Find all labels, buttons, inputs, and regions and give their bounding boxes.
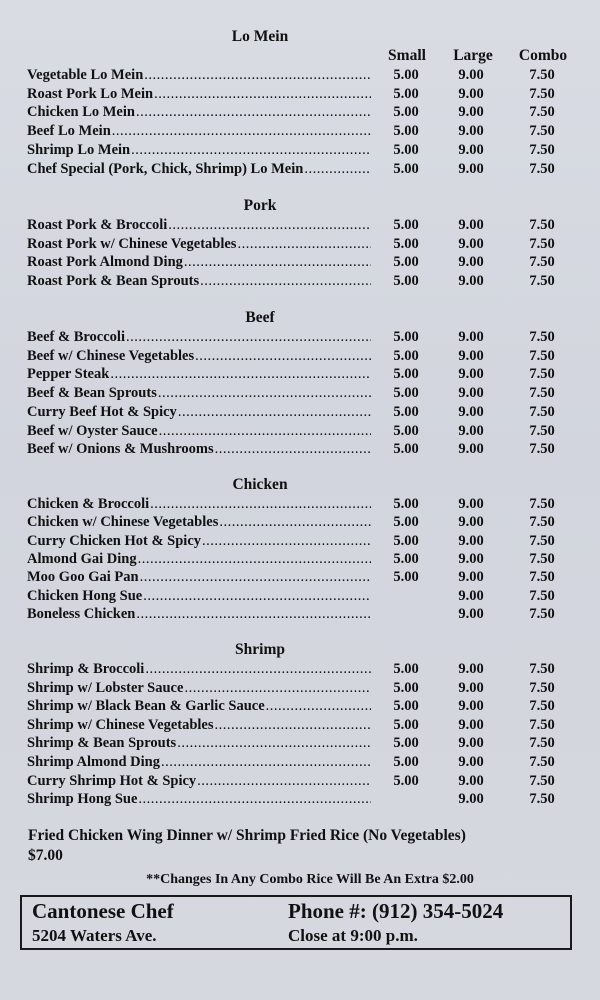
price-combo: 7.50: [529, 550, 555, 567]
price-large: 9.00: [458, 514, 484, 531]
price-combo: 7.50: [529, 235, 555, 252]
price-small: 5.00: [393, 422, 419, 439]
price-large: 9.00: [458, 569, 484, 586]
section-title: Shrimp: [235, 641, 285, 658]
menu-item-row: [0, 422, 600, 440]
menu-item-row: [0, 365, 600, 383]
menu-item-row: [0, 141, 600, 159]
menu-item-row: [0, 753, 600, 771]
menu-item-name: Beef Lo Mein .....: [27, 122, 371, 140]
price-combo: 7.50: [529, 217, 555, 233]
menu-item-name: Boneless Chicken .....: [27, 605, 371, 623]
price-small: 5.00: [393, 441, 419, 458]
special-dinner-description: Fried Chicken Wing Dinner w/ Shrimp Fried Rice (No Vegetables): [28, 827, 466, 844]
price-combo: 7.50: [529, 104, 555, 121]
price-large: 9.00: [458, 123, 484, 140]
menu-item-name: Shrimp & Broccoli .....: [27, 660, 371, 678]
menu-item-name: Almond Gai Ding .....: [27, 550, 371, 568]
menu-item-row: [0, 495, 600, 513]
price-small: 5.00: [393, 403, 419, 420]
special-dinner-price: $7.00: [28, 847, 63, 864]
price-combo: 7.50: [529, 403, 555, 420]
menu-item-name: Beef w/ Onions & Mushrooms .....: [27, 440, 371, 458]
price-combo: 7.50: [529, 735, 555, 752]
price-large: 9.00: [458, 366, 484, 383]
price-combo: 7.50: [529, 514, 555, 531]
price-combo: 7.50: [529, 661, 555, 677]
price-large: 9.00: [458, 217, 484, 233]
menu-item-name: Vegetable Lo Mein .....: [27, 66, 371, 84]
price-small: 5.00: [393, 217, 419, 233]
menu-item-name: Shrimp w/ Lobster Sauce .....: [27, 679, 371, 697]
price-large: 9.00: [458, 85, 484, 102]
price-combo: 7.50: [529, 347, 555, 364]
menu-item-row: [0, 347, 600, 365]
menu-item-row: [0, 235, 600, 253]
price-small: 5.00: [393, 496, 419, 512]
column-header-small: Small: [388, 47, 426, 64]
price-small: 5.00: [393, 366, 419, 383]
price-small: 5.00: [393, 160, 419, 177]
menu-item-row: [0, 734, 600, 752]
price-large: 9.00: [458, 754, 484, 770]
menu-item-row: [0, 716, 600, 734]
menu-item-row: [0, 122, 600, 140]
menu-item-row: [0, 216, 600, 234]
price-small: 5.00: [393, 569, 419, 586]
menu-item-row: [0, 103, 600, 121]
price-small: 5.00: [393, 698, 419, 715]
price-combo: 7.50: [529, 141, 555, 158]
price-large: 9.00: [458, 235, 484, 252]
menu-item-name: Beef & Bean Sprouts .....: [27, 384, 371, 402]
price-large: 9.00: [458, 422, 484, 439]
price-large: 9.00: [458, 587, 484, 604]
price-combo: 7.50: [529, 791, 555, 808]
menu-item-row: [0, 85, 600, 103]
menu-item-row: [0, 440, 600, 458]
price-small: 5.00: [393, 347, 419, 364]
menu-item-name: Shrimp Almond Ding .....: [27, 753, 371, 771]
price-small: 5.00: [393, 67, 419, 83]
price-large: 9.00: [458, 550, 484, 567]
section-title: Chicken: [232, 476, 288, 493]
menu-item-name: Roast Pork Almond Ding .....: [27, 253, 371, 271]
price-large: 9.00: [458, 698, 484, 715]
restaurant-info-box: [20, 895, 572, 950]
menu-item-row: [0, 772, 600, 790]
price-combo: 7.50: [529, 698, 555, 715]
price-combo: 7.50: [529, 532, 555, 549]
section-title: Lo Mein: [231, 28, 289, 45]
menu-item-row: [0, 660, 600, 678]
menu-item-name: Chicken Hong Sue .....: [27, 587, 371, 605]
price-small: 5.00: [393, 273, 419, 290]
price-small: 5.00: [393, 735, 419, 752]
price-combo: 7.50: [529, 67, 555, 83]
price-combo: 7.50: [529, 679, 555, 696]
price-large: 9.00: [458, 273, 484, 290]
menu-item-name: Roast Pork & Bean Sprouts .....: [27, 272, 371, 290]
menu-item-name: Chicken Lo Mein .....: [27, 103, 371, 121]
menu-item-row: [0, 679, 600, 697]
price-large: 9.00: [458, 403, 484, 420]
price-combo: 7.50: [529, 366, 555, 383]
price-large: 9.00: [458, 141, 484, 158]
menu-item-name: Curry Chicken Hot & Spicy .....: [27, 532, 371, 550]
price-combo: 7.50: [529, 385, 555, 402]
menu-item-name: Roast Pork Lo Mein .....: [27, 85, 371, 103]
menu-item-row: [0, 253, 600, 271]
menu-item-name: Chef Special (Pork, Chick, Shrimp) Lo Mein .....: [27, 160, 371, 178]
price-combo: 7.50: [529, 754, 555, 770]
menu-item-name: Shrimp & Bean Sprouts .....: [27, 734, 371, 752]
menu-item-name: Moo Goo Gai Pan .....: [27, 568, 371, 586]
price-small: 5.00: [393, 754, 419, 770]
price-large: 9.00: [458, 496, 484, 512]
price-small: 5.00: [393, 550, 419, 567]
price-combo: 7.50: [529, 605, 555, 622]
price-combo: 7.50: [529, 123, 555, 140]
price-combo: 7.50: [529, 329, 555, 345]
price-large: 9.00: [458, 679, 484, 696]
column-header-large: Large: [453, 47, 493, 64]
price-small: 5.00: [393, 716, 419, 733]
price-small: 5.00: [393, 661, 419, 677]
price-small: 5.00: [393, 385, 419, 402]
price-combo: 7.50: [529, 496, 555, 512]
price-small: 5.00: [393, 254, 419, 271]
column-header-combo: Combo: [518, 47, 568, 64]
price-combo: 7.50: [529, 772, 555, 789]
price-large: 9.00: [458, 385, 484, 402]
menu-item-row: [0, 605, 600, 623]
section-title: Pork: [243, 197, 277, 214]
menu-item-name: Shrimp Lo Mein .....: [27, 141, 371, 159]
menu-item-row: [0, 550, 600, 568]
menu-item-name: Curry Beef Hot & Spicy .....: [27, 403, 371, 421]
restaurant-name: Cantonese Chef: [32, 899, 174, 923]
price-small: 5.00: [393, 772, 419, 789]
menu-item-row: [0, 328, 600, 346]
price-combo: 7.50: [529, 441, 555, 458]
menu-item-row: [0, 568, 600, 586]
price-small: 5.00: [393, 679, 419, 696]
price-large: 9.00: [458, 329, 484, 345]
price-combo: 7.50: [529, 160, 555, 177]
price-large: 9.00: [458, 735, 484, 752]
menu-item-name: Roast Pork & Broccoli .....: [27, 216, 371, 234]
price-large: 9.00: [458, 532, 484, 549]
price-large: 9.00: [458, 716, 484, 733]
menu-item-row: [0, 160, 600, 178]
price-combo: 7.50: [529, 716, 555, 733]
price-large: 9.00: [458, 67, 484, 83]
menu-item-row: [0, 532, 600, 550]
special-dinner: [28, 826, 568, 866]
price-combo: 7.50: [529, 85, 555, 102]
price-large: 9.00: [458, 104, 484, 121]
menu-item-name: Shrimp Hong Sue .....: [27, 790, 371, 808]
price-small: 5.00: [393, 329, 419, 345]
menu-item-name: Roast Pork w/ Chinese Vegetables .....: [27, 235, 371, 253]
section-title: Beef: [245, 309, 275, 326]
menu-item-name: Beef w/ Chinese Vegetables .....: [27, 347, 371, 365]
price-small: 5.00: [393, 85, 419, 102]
price-large: 9.00: [458, 605, 484, 622]
combo-change-note: **Changes In Any Combo Rice Will Be An Extra $2.00: [146, 872, 474, 887]
menu-item-row: [0, 66, 600, 84]
menu-item-row: [0, 513, 600, 531]
menu-item-row: [0, 272, 600, 290]
price-small: 5.00: [393, 514, 419, 531]
restaurant-phone: Phone #: (912) 354-5024: [288, 899, 504, 923]
price-combo: 7.50: [529, 422, 555, 439]
menu-item-name: Shrimp w/ Chinese Vegetables .....: [27, 716, 371, 734]
price-combo: 7.50: [529, 569, 555, 586]
price-combo: 7.50: [529, 587, 555, 604]
price-large: 9.00: [458, 347, 484, 364]
menu-item-row: [0, 697, 600, 715]
menu-item-name: Beef w/ Oyster Sauce .....: [27, 422, 371, 440]
menu-item-row: [0, 587, 600, 605]
price-small: 5.00: [393, 141, 419, 158]
price-small: 5.00: [393, 123, 419, 140]
price-large: 9.00: [458, 791, 484, 808]
menu-item-name: Chicken & Broccoli .....: [27, 495, 371, 513]
restaurant-address: 5204 Waters Ave.: [32, 926, 157, 945]
price-large: 9.00: [458, 441, 484, 458]
menu-item-name: Shrimp w/ Black Bean & Garlic Sauce .....: [27, 697, 371, 715]
price-large: 9.00: [458, 254, 484, 271]
closing-time: Close at 9:00 p.m.: [288, 926, 418, 945]
menu-item-name: Chicken w/ Chinese Vegetables .....: [27, 513, 371, 531]
price-large: 9.00: [458, 160, 484, 177]
price-small: 5.00: [393, 104, 419, 121]
menu-item-name: Curry Shrimp Hot & Spicy .....: [27, 772, 371, 790]
menu-item-name: Beef & Broccoli .....: [27, 328, 371, 346]
price-combo: 7.50: [529, 273, 555, 290]
menu-item-row: [0, 403, 600, 421]
menu-item-name: Pepper Steak .....: [27, 365, 371, 383]
price-small: 5.00: [393, 532, 419, 549]
price-small: 5.00: [393, 235, 419, 252]
price-large: 9.00: [458, 661, 484, 677]
menu-item-row: [0, 384, 600, 402]
menu-item-row: [0, 790, 600, 808]
price-combo: 7.50: [529, 254, 555, 271]
price-large: 9.00: [458, 772, 484, 789]
